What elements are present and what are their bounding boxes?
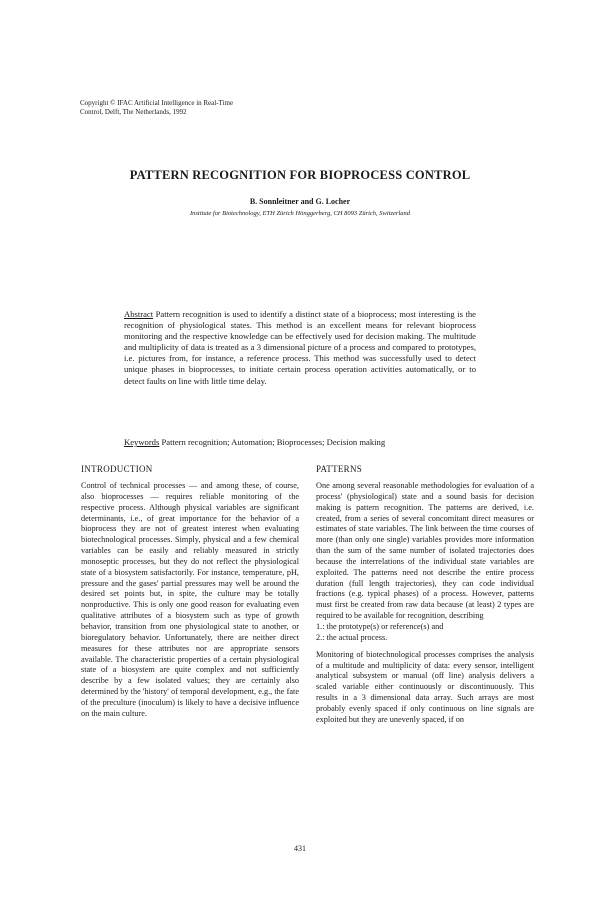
copyright-line-1: Copyright © IFAC Artificial Intelligence in Real-Time	[80, 99, 234, 107]
introduction-heading: INTRODUCTION	[81, 464, 153, 474]
page-number: 431	[294, 844, 306, 853]
patterns-list-item-2: 2.: the actual process.	[316, 632, 388, 642]
patterns-section	[316, 464, 534, 726]
patterns-list-item-1: 1.: the prototype(s) or reference(s) and	[316, 621, 444, 631]
patterns-heading: PATTERNS	[316, 464, 363, 474]
copyright-line-2: Control, Delft, The Netherlands, 1992	[80, 107, 187, 116]
author-affiliation: Institute for Biotechnology, ETH Zürich Hönggerberg, CH 8093 Zürich, Switzerland	[189, 210, 411, 217]
patterns-paragraph-1: One among several reasonable methodologies for evaluation of a process' (physiological) state and a sound basis for decision making is pattern recognition. The patterns are derived, i.e. created, from a series of several concomitant direct measures or estimates of state variables. The link between the time courses of more (than only one single) variables provides more information than the sum of the same number of isolated trajectories does because the interrelations of the individual state variables are exploited. The patterns need not describe the entire process duration (full length trajectories), they can code individual fractions (e.g. typical phases) of a process. However, patterns must first be created from raw data because (at least) 2 types are required to be available for recognition, describing	[316, 481, 534, 621]
keywords-label: Keywords	[124, 437, 160, 447]
abstract-text: Pattern recognition is used to identify a distinct state of a bioprocess; most interesting is the recognition of physiological states. This method is an excellent means for relevant bioprocess monitoring and the respective knowledge can be effectively used for decision making. The multitude and multiplicity of data is treated as a 3 dimensional picture of a process and compared to prototypes, i.e. pictures from, for instance, a reference process. This method was successfully used to detect unique phases in bioprocesses, to initiate certain process operation activities automatically, or to detect faults on line with little time delay.	[124, 309, 476, 386]
abstract-label: Abstract	[124, 309, 154, 319]
paper-title: PATTERN RECOGNITION FOR BIOPROCESS CONTROL	[129, 168, 471, 182]
copyright-notice	[80, 99, 340, 116]
patterns-paragraph-2: Monitoring of biotechnological processes comprises the analysis of a multitude and multiplicity of data: every sensor, intelligent analytical subsystem or manual (off line) analysis delivers a scaled variable either continuously or discontinuously. This results in a 3 dimensional data array. Such arrays are most probably evenly spaced if only continuous on line signals are exploited but they are unevenly spaced, if on	[316, 649, 534, 724]
introduction-section	[81, 464, 299, 720]
abstract-block	[124, 309, 476, 387]
keywords-block	[124, 437, 484, 448]
keywords-text: Pattern recognition; Automation; Bioprocesses; Decision making	[161, 437, 386, 447]
paper-authors: B. Sonnleitner and G. Locher	[249, 197, 351, 206]
introduction-paragraph: Control of technical processes — and among these, of course, also bioprocesses — requires reliable monitoring of the respective process. Although physical variables are significant determinants, i.e., of great importance for the behavior of a bioprocess they are not of greatest interest when evaluating biotechnological processes. Simply, physical and a few chemical variables can be easily and reliably measured in strictly monoseptic processes, but they do not reflect the physiological state of a biosystem satisfactorily. For instance, temperature, pH, pressure and the gases' partial pressures may well be around the desired set points but, in spite, the culture may be totally nonproductive. This is only one good reason for evaluating even qualitative attributes of a biosystem such as type of growth behavior, transition from one physiological state to another, or bioregulatory behavior. Unfortunately, there are neither direct measures for these attributes nor are appropriate sensors available. The characteristic properties of a certain physiological state of a biosystem are quite complex and not sufficiently describe by a few isolated values; they are certainly also determined by the 'history' of temporal development, e.g., the fate of the preculture (inoculum) is likely to have a decisive influence on the main culture.	[81, 481, 299, 718]
